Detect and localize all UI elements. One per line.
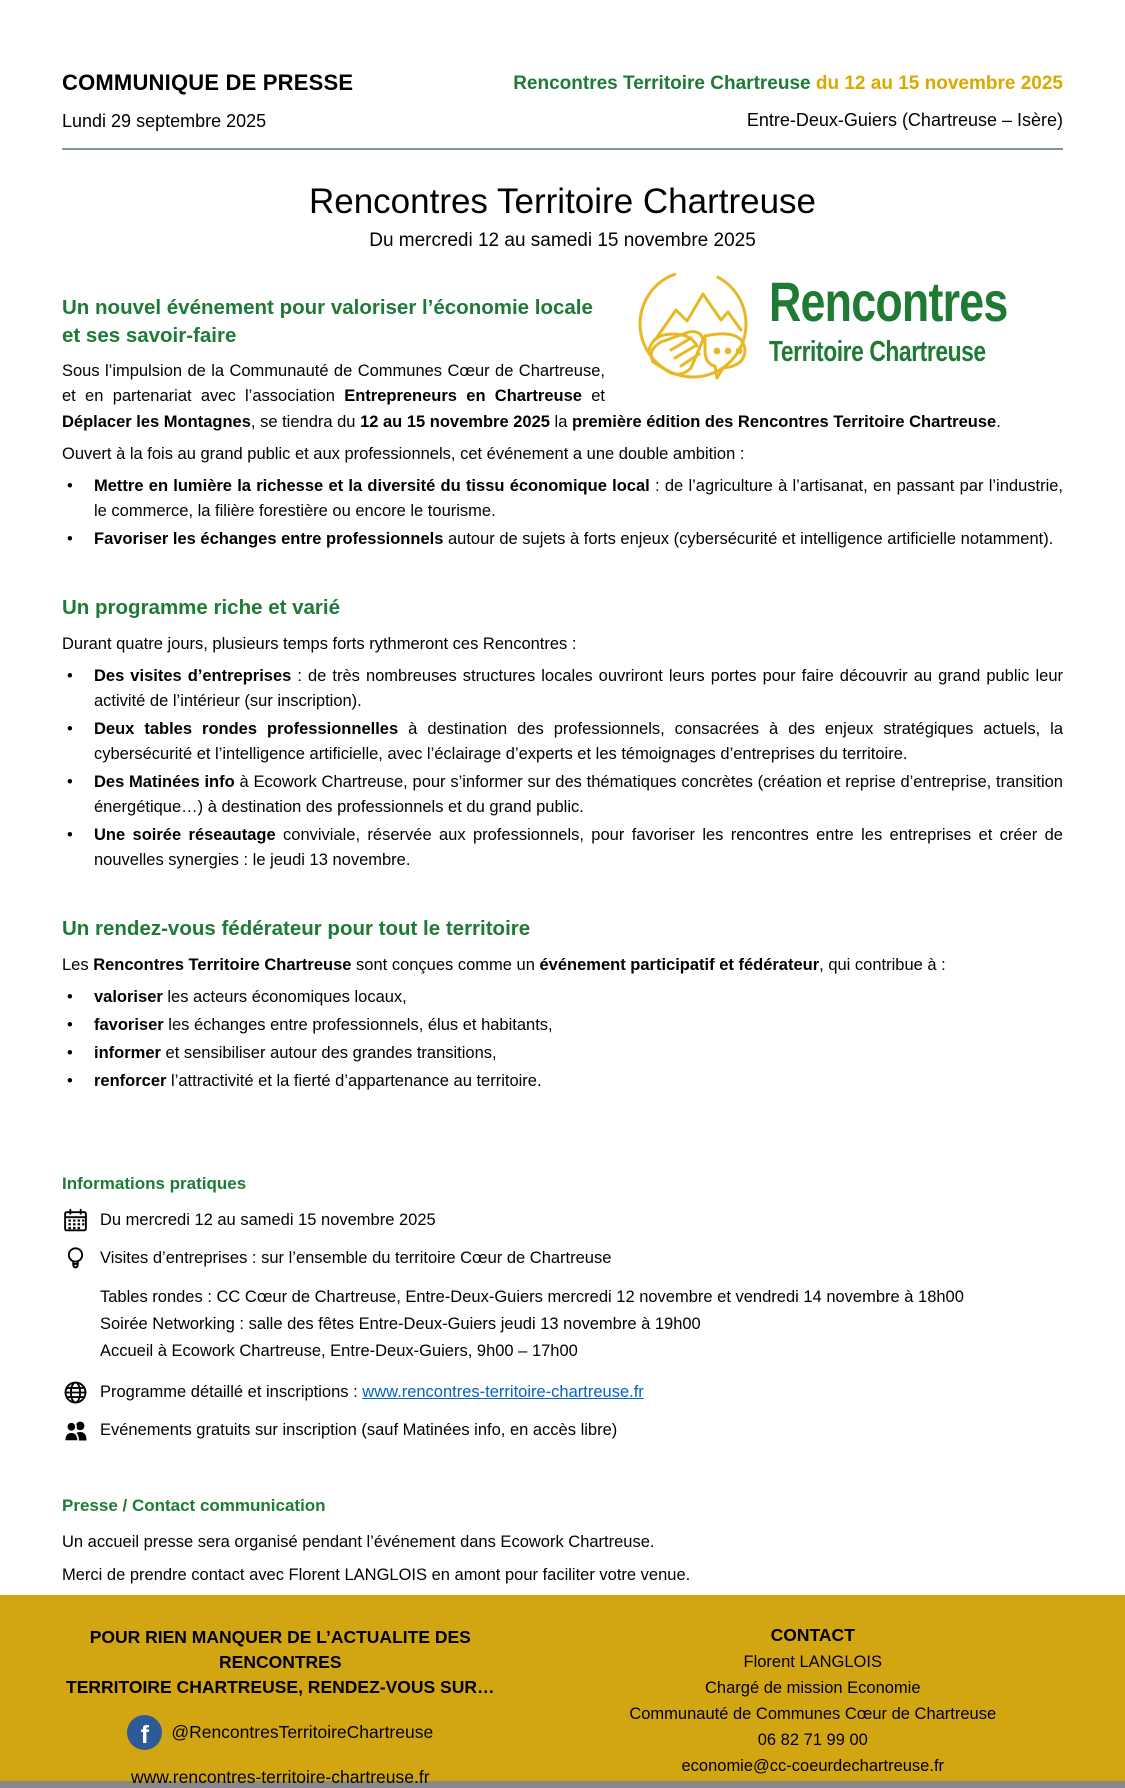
list-item — [62, 527, 1063, 552]
footer-website: www.rencontres-territoire-chartreuse.fr — [130, 1766, 430, 1787]
intro-paragraph: Sous l’impulsion de la Communauté de Communes Cœur de Chartreuse, et en partenariat avec l’association Entrepreneurs en Chartreuse et Déplacer les Montagnes, se tiendra du 12 au 15 novembre 2025 la première édition des Rencontres Territoire Chartreuse. — [62, 362, 1001, 431]
info-free-text: Evénements gratuits sur inscription (sauf Matinées info, en accès libre) — [100, 1421, 618, 1440]
info-row-free — [62, 1418, 1063, 1444]
header — [62, 70, 1063, 132]
footer-contact-column — [531, 1624, 1095, 1775]
list-item — [62, 664, 1063, 714]
bullet-text: Des Matinées info à Ecowork Chartreuse, pour s’informer sur des thématiques concrètes (création et reprise d’entreprise, transition énergétique…) à destination des professionnels et du grand public. — [94, 772, 1063, 817]
section-heading-intro: Un nouvel événement pour valoriser l’économie locale et ses savoir-faire — [62, 296, 593, 347]
bullet-dot: • — [67, 1044, 73, 1063]
contact-org: Communauté de Communes Cœur de Chartreuse — [629, 1704, 997, 1723]
info-website-text[interactable]: Programme détaillé et inscriptions : www.rencontres-territoire-chartreuse.fr — [100, 1383, 644, 1402]
intro-paragraph-2: Ouvert à la fois au grand public et aux professionnels, cet événement a une double ambition : — [62, 444, 745, 463]
footer-social-title — [30, 1625, 531, 1701]
footer-social-title-line2: TERRITOIRE CHARTREUSE, RENDEZ-VOUS SUR… — [66, 1677, 495, 1698]
event-header-line — [513, 73, 1063, 95]
bullet-dot: • — [67, 529, 73, 548]
bullet-dot: • — [67, 1072, 73, 1091]
bullet-text: Des visites d’entreprises : de très nombreuses structures locales ouvriront leurs portes pour faire découvrir au grand public leur activité de l’intérieur (sur inscription). — [94, 666, 1063, 710]
contact-email: economie@cc-coeurdechartreuse.fr — [681, 1756, 945, 1775]
list-item — [62, 1041, 1063, 1066]
list-item — [62, 1069, 1063, 1094]
info-subline-tables: Tables rondes : CC Cœur de Chartreuse, Entre-Deux-Guiers mercredi 12 novembre et vendredi 14 novembre à 18h00 — [100, 1288, 964, 1307]
bullet-dot: • — [67, 719, 73, 738]
calendar-icon — [62, 1207, 89, 1234]
facebook-icon[interactable]: f — [127, 1715, 162, 1750]
bullet-text: Une soirée réseautage conviviale, réservée aux professionnels, pour favoriser les rencontres entre les entreprises et créer de nouvelles synergies : le jeudi 13 novembre. — [94, 826, 1063, 870]
info-row-dates — [62, 1208, 1063, 1234]
bullet-dot: • — [67, 772, 73, 791]
header-left — [62, 70, 353, 132]
bullet-text: valoriser les acteurs économiques locaux, — [94, 988, 407, 1007]
bullet-dot: • — [67, 988, 73, 1007]
info-subline-accueil: Accueil à Ecowork Chartreuse, Entre-Deux-Guiers, 9h00 – 17h00 — [100, 1341, 578, 1360]
intro-bullet-list — [62, 474, 1063, 552]
lightbulb-icon — [62, 1245, 89, 1272]
bullet-text: renforcer l’attractivité et la fierté d’appartenance au territoire. — [94, 1072, 542, 1091]
info-row-places — [62, 1246, 1063, 1272]
release-date: Lundi 29 septembre 2025 — [62, 111, 267, 131]
info-visits-line: Visites d’entreprises : sur l’ensemble du territoire Cœur de Chartreuse — [100, 1249, 612, 1268]
document-title: Rencontres Territoire Chartreuse — [308, 182, 817, 221]
footer-social-title-line1: POUR RIEN MANQUER DE L’ACTUALITE DES RENCONTRES — [89, 1626, 471, 1673]
event-location: Entre-Deux-Guiers (Chartreuse – Isère) — [746, 110, 1063, 130]
section-heading-federateur: Un rendez-vous fédérateur pour tout le territoire — [62, 917, 531, 941]
list-item — [62, 823, 1063, 873]
contact-name: Florent LANGLOIS — [743, 1652, 882, 1671]
bullet-text: Mettre en lumière la richesse et la diversité du tissu économique local : de l’agriculture à l’artisanat, en passant par l’industrie, le commerce, la filière forestière ou encore le tourisme. — [94, 476, 1064, 520]
event-name: Rencontres Territoire Chartreuse — [513, 73, 811, 94]
bullet-dot: • — [67, 826, 73, 845]
list-item — [62, 717, 1063, 767]
header-divider — [62, 148, 1063, 150]
list-item — [62, 1013, 1063, 1038]
section-heading-program: Un programme riche et varié — [62, 595, 340, 619]
facebook-link[interactable] — [127, 1715, 433, 1750]
bullet-text: informer et sensibiliser autour des grandes transitions, — [94, 1044, 497, 1063]
bullet-text: favoriser les échanges entre professionnels, élus et habitants, — [94, 1016, 553, 1035]
document-subtitle: Du mercredi 12 au samedi 15 novembre 2025 — [369, 230, 756, 251]
contact-title: CONTACT — [770, 1624, 855, 1645]
contact-role: Chargé de mission Economie — [705, 1678, 921, 1697]
program-intro: Durant quatre jours, plusieurs temps forts rythmeront ces Rencontres : — [62, 634, 577, 653]
logo-name: Rencontres — [769, 270, 1008, 334]
bullet-text: Deux tables rondes professionnelles à destination des professionnels, consacrées à des enjeux stratégiques actuels, la cybersécurité et l’intelligence artificielle, avec l’éclairage d’experts et les témoignages d’entreprises du territoire. — [94, 719, 1064, 763]
contact-phone: 06 82 71 99 00 — [757, 1730, 868, 1749]
people-icon — [62, 1417, 89, 1444]
header-right — [513, 70, 1063, 131]
federateur-intro: Les Rencontres Territoire Chartreuse sont conçues comme un événement participatif et fédérateur, qui contribue à : — [62, 955, 946, 974]
press-line-1: Un accueil presse sera organisé pendant l’événement dans Ecowork Chartreuse. — [62, 1533, 655, 1552]
footer-band — [0, 1595, 1125, 1787]
inline-link[interactable]: www.rencontres-territoire-chartreuse.fr — [362, 1383, 644, 1402]
infos-heading: Informations pratiques — [62, 1174, 247, 1194]
program-bullet-list — [62, 664, 1063, 874]
logo-wordmark — [769, 270, 1008, 368]
list-item — [62, 474, 1063, 524]
event-dates: du 12 au 15 novembre 2025 — [810, 73, 1063, 94]
bullet-dot: • — [67, 666, 73, 685]
federateur-bullet-list — [62, 985, 1063, 1094]
press-line-2: Merci de prendre contact avec Florent LANGLOIS en amont pour faciliter votre venue. — [62, 1565, 691, 1584]
list-item — [62, 770, 1063, 820]
facebook-handle[interactable]: @RencontresTerritoireChartreuse — [171, 1721, 434, 1742]
press-heading: Presse / Contact communication — [62, 1496, 326, 1516]
info-dates-text: Du mercredi 12 au samedi 15 novembre 2025 — [100, 1211, 436, 1230]
logo-emblem-icon — [631, 258, 759, 386]
footer-social-column — [30, 1625, 531, 1787]
bullet-dot: • — [67, 1016, 73, 1035]
press-release-kicker: COMMUNIQUE DE PRESSE — [62, 70, 354, 95]
logo-subname: Territoire Chartreuse — [769, 335, 986, 368]
info-row-website — [62, 1380, 1063, 1406]
globe-icon — [62, 1379, 89, 1406]
info-places-text — [100, 1246, 1063, 1271]
bullet-text: Favoriser les échanges entre professionnels autour de sujets à forts enjeux (cybersécurité et intelligence artificielle notamment). — [94, 529, 1054, 548]
bullet-dot: • — [67, 476, 73, 495]
info-subline-networking: Soirée Networking : salle des fêtes Entre-Deux-Guiers jeudi 13 novembre à 19h00 — [100, 1315, 701, 1334]
event-logo — [631, 258, 1063, 386]
list-item — [62, 985, 1063, 1010]
